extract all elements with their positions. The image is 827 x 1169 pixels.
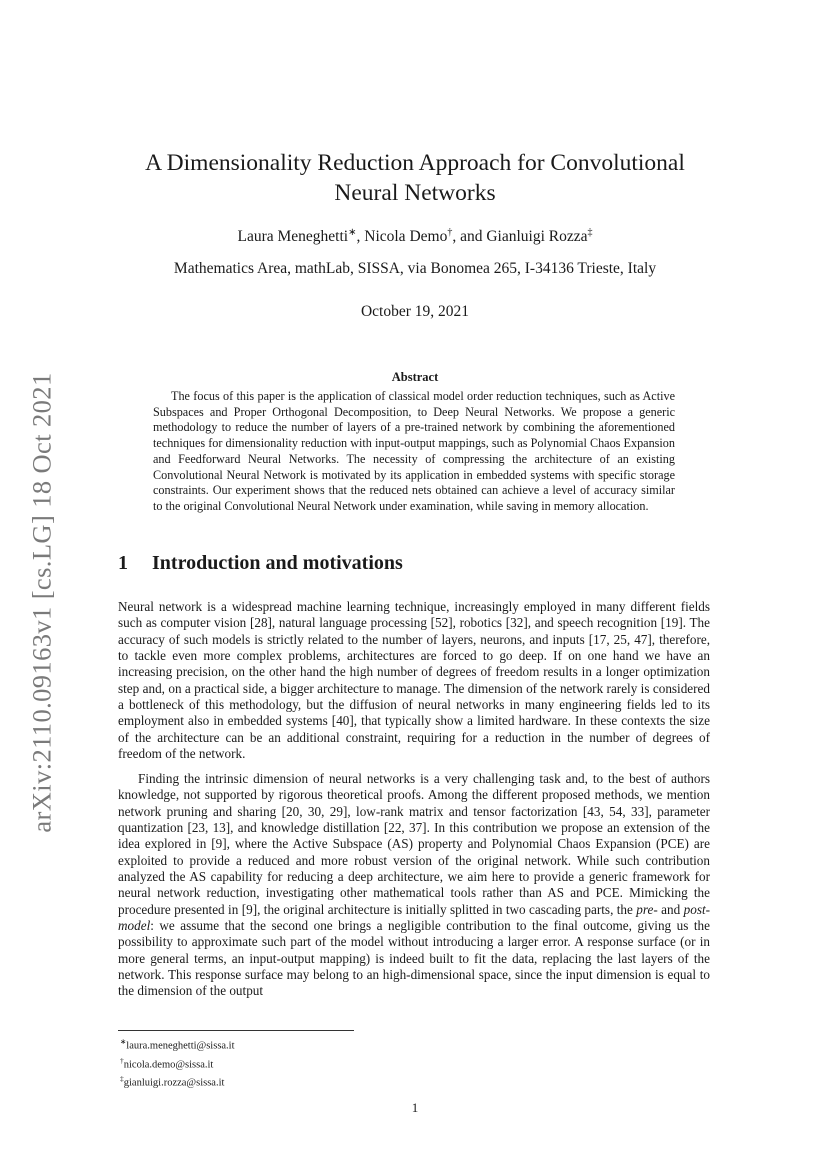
footnote: [118, 1035, 518, 1054]
emphasis-pre: pre-: [636, 901, 658, 917]
abstract-text: The focus of this paper is the application of classical model order reduction techniques, such as Active Subspaces and Proper Orthogonal Decomposition, to Deep Neural Networks. We propose a generic methodology to reduce the number of layers of a pre-trained network by combining the aforementioned techniques for dimensionality reduction with input-output mappings, such as Polynomial Chaos Expansion and Feedforward Neural Networks. The necessity of compressing the architecture of an existing Convolutional Neural Network is motivated by its application in embedded systems with specific storage constraints. Our experiment shows that the reduced nets obtained can achieve a level of accuracy similar to the original Convolutional Neural Network under examination, while saving in memory allocation.: [153, 389, 675, 513]
footnote-divider: [118, 1030, 354, 1031]
author-footnote-mark: ‡: [587, 227, 593, 238]
author-list: [120, 227, 710, 246]
emphasis-post-model: post-model: [118, 901, 710, 934]
page-number: 1: [411, 1100, 419, 1115]
footnote-mark: ∗: [120, 1037, 127, 1046]
footnote: [118, 1072, 518, 1091]
footnote-email: gianluigi.rozza@sissa.it: [123, 1077, 225, 1089]
intro-paragraph-1: Neural network is a widespread machine learning technique, increasingly employed in many different fields such as computer vision [28], natural language processing [52], robotics [32], and speech recognition [19]. The accuracy of such models is strictly related to the number of layers, neurons, and inputs [17, 25, 47], therefore, to tackle even more complex problems, architectures are forced to go deep. If on one hand we have an increasing precision, on the other hand the high number of degrees of freedom results in a longer optimization step and, on a practical side, a bigger architecture to manage. The dimension of the network rarely is considered a bottleneck of this methodology, but the diffusion of neural networks in many engineering fields led to its employment also in embedded systems [40], that typically show a limited hardware. In these contexts the size of the architecture can be an additional constraint, requiring for a reduction in the number of degrees of freedom of the network.: [118, 599, 710, 762]
intro-paragraph-2: [118, 771, 710, 1000]
section-heading: [118, 552, 718, 575]
footnote-mark: †: [120, 1055, 124, 1065]
affiliation: Mathematics Area, mathLab, SISSA, via Bonomea 265, I-34136 Trieste, Italy: [173, 260, 657, 277]
author-separator: , and: [452, 228, 487, 246]
arxiv-identifier: [22, 360, 62, 845]
footnotes: [118, 1035, 518, 1091]
footnote-mark: ‡: [120, 1074, 124, 1083]
footnote-email: laura.meneghetti@sissa.it: [126, 1040, 235, 1052]
publication-date: October 19, 2021: [360, 303, 470, 320]
section-number: 1: [118, 552, 128, 574]
author-footnote-mark: †: [447, 227, 453, 238]
author-footnote-mark: ∗: [348, 227, 357, 238]
author-separator: ,: [356, 228, 365, 246]
arxiv-identifier-text: arXiv:2110.09163v1 [cs.LG] 18 Oct 2021: [26, 372, 57, 833]
author-name: Gianluigi Rozza: [486, 228, 588, 246]
paragraph-text: and: [657, 901, 684, 917]
footnote: [118, 1054, 518, 1073]
author-name: Nicola Demo: [364, 228, 448, 246]
paper-title: A Dimensionality Reduction Approach for Convolutional Neural Networks: [145, 150, 685, 206]
paragraph-text: : we assume that the second one brings a negligible contribution to the final outcome, giving us the possibility to approximate such part of the model without introducing a larger error. A response surface (or in more general terms, an input-output mapping) is indeed built to fit the data, replacing the last layers of the network. This response surface may belong to an high-dimensional space, since the input dimension is equal to the dimension of the output: [118, 918, 710, 999]
footnote-email: nicola.demo@sissa.it: [123, 1059, 214, 1070]
section-title: Introduction and motivations: [152, 552, 403, 574]
author-name: Laura Meneghetti: [237, 228, 349, 246]
abstract-heading: Abstract: [391, 370, 439, 384]
paragraph-text: Finding the intrinsic dimension of neural networks is a very challenging task and, to the best of authors knowledge, not supported by rigorous theoretical proofs. Among the different proposed methods, we mention network pruning and sharing [20, 30, 29], low-rank matrix and tensor factorization [43, 54, 33], parameter quantization [23, 13], and knowledge distillation [22, 37]. In this contribution we propose an extension of the idea explored in [9], where the Active Subspace (AS) property and Polynomial Chaos Expansion (PCE) are exploited to provide a reduced and more robust version of the original network. While such contribution analyzed the AS capability for reducing a deep architecture, we aim here to provide a generic framework for neural network reduction, investigating other mathematical tools rather than AS and PCE. Mimicking the procedure presented in [9], the original architecture is initially splitted in two cascading parts, the: [118, 771, 710, 917]
